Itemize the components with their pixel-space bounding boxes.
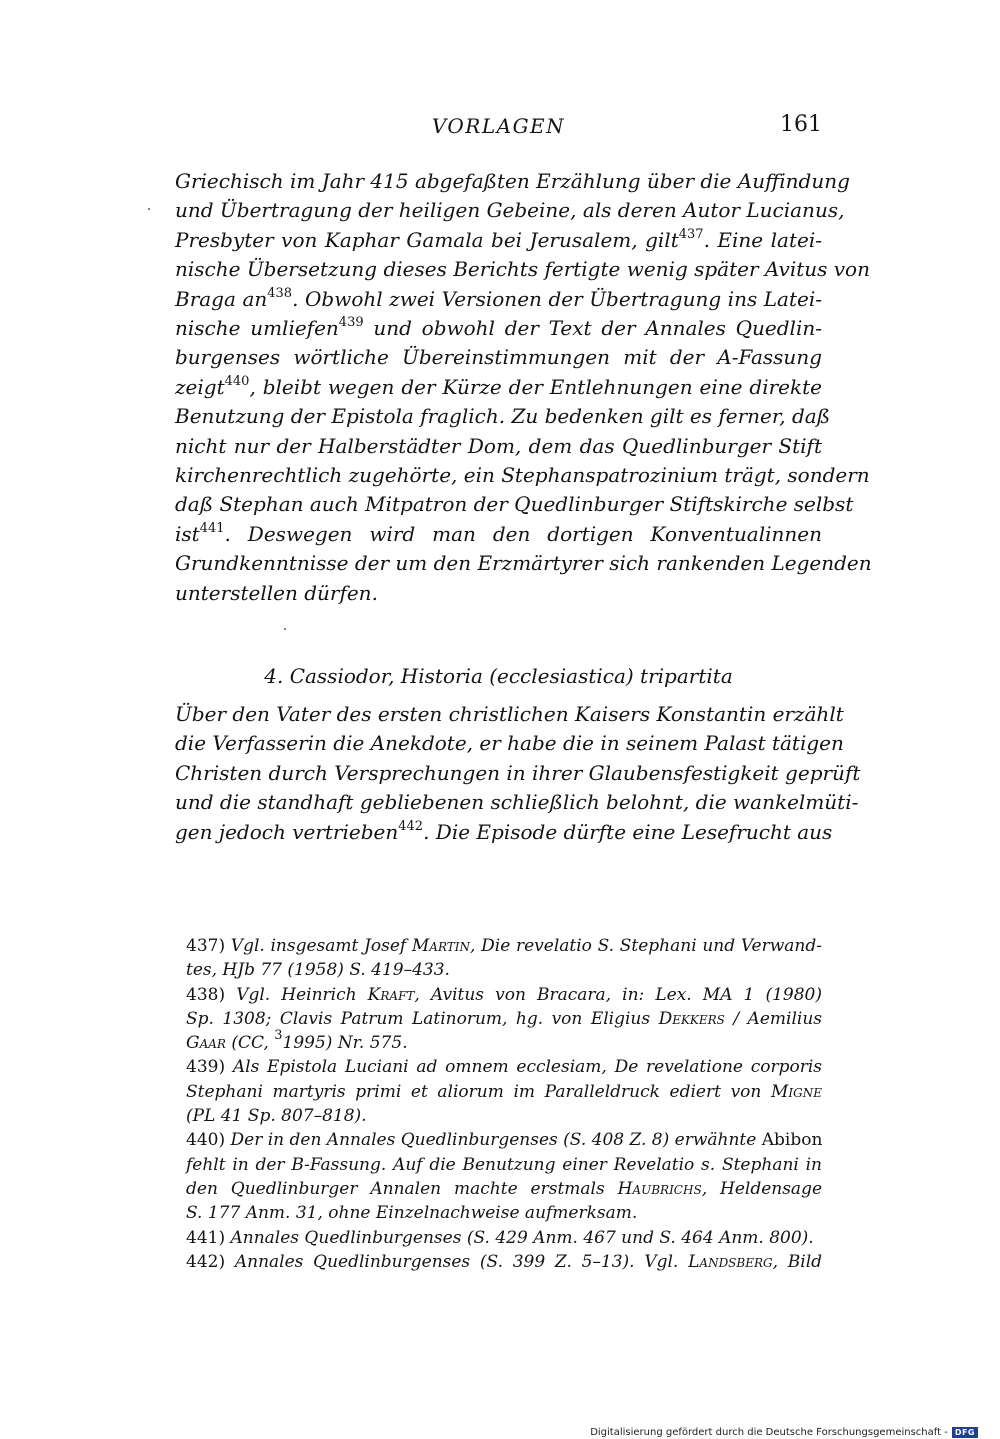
text-line: daß Stephan auch Mitpatron der Quedlinburger Stiftskirche selbst [175, 492, 854, 517]
text-line: Presbyter von Kaphar Gamala bei Jerusalem, gilt$^{437}$. Eine latei- [175, 226, 822, 252]
text-line: und die standhaft gebliebenen schließlich belohnt, die wankelmüti- [175, 790, 859, 815]
text-line: gen jedoch vertrieben$^{442}$. Die Episode dürfte eine Lesefrucht aus [175, 818, 833, 844]
footnote-ref-437: 437 [678, 226, 704, 242]
text-line: ist$^{441}$. Deswegen wird man den dortigen Konventualinnen [175, 520, 822, 546]
digitization-credit [590, 1427, 978, 1438]
text-line: nische Übersetzung dieses Berichts fertigte wenig später Avitus von [175, 257, 870, 282]
footnote-ref-438: 438 [267, 285, 293, 301]
text-line: Christen durch Versprechungen in ihrer Glaubensfestigkeit geprüft [175, 760, 861, 785]
credit-text: Digitalisierung gefördert durch die Deutsche Forschungsgemeinschaft - [590, 1427, 948, 1438]
text-line: nicht nur der Halberstädter Dom, dem das Quedlinburger Stift [175, 433, 822, 458]
text-line: und Übertragung der heiligen Gebeine, als deren Autor Lucianus, [175, 198, 845, 223]
page-number: 161 [780, 112, 822, 137]
footnote-line: tes, HJb 77 (1958) S. 419–433. [186, 960, 450, 981]
footnote-439: 439) Als Epistola Luciani ad omnem ecclesiam, De revelatione corporis [186, 1057, 822, 1078]
scan-speck [148, 208, 150, 210]
footnote-ref-442: 442 [398, 818, 424, 834]
footnote-line: Stephani martyris primi et aliorum im Paralleldruck ediert von Migne [186, 1081, 822, 1102]
text-line: kirchenrechtlich zugehörte, ein Stephanspatrozinium trägt, sondern [175, 463, 870, 488]
footnote-line: den Quedlinburger Annalen machte erstmals Haubrichs, Heldensage [186, 1178, 823, 1199]
footnote-line: S. 177 Anm. 31, ohne Einzelnachweise aufmerksam. [186, 1203, 638, 1224]
running-title: VORLAGEN [431, 114, 566, 138]
footnote-438: 438) Vgl. Heinrich Kraft, Avitus von Bracara, in: Lex. MA 1 (1980) [186, 984, 822, 1005]
text-line: burgenses wörtliche Übereinstimmungen mit der A-Fassung [175, 345, 822, 370]
footnote-ref-440: 440 [224, 373, 250, 389]
body-paragraph-1 [175, 167, 872, 608]
page-header [175, 112, 822, 146]
footnote-440: 440) Der in den Annales Quedlinburgenses (S. 408 Z. 8) erwähnte Abibon [186, 1130, 823, 1151]
text-line: Über den Vater des ersten christlichen Kaisers Konstantin erzählt [175, 702, 844, 726]
text-line: Benutzung der Epistola fraglich. Zu bedenken gilt es ferner, daß [175, 404, 831, 429]
footnotes [186, 934, 822, 1274]
section-heading: 4. Cassiodor, Historia (ecclesiastica) tripartita [264, 664, 733, 688]
footnote-line: Gaar (CC, $^3$1995) Nr. 575. [186, 1028, 408, 1054]
footnote-line: Sp. 1308; Clavis Patrum Latinorum, hg. von Eligius Dekkers / Aemilius [186, 1008, 822, 1029]
text-line: unterstellen dürfen. [175, 580, 378, 605]
text-line: Grundkenntnisse der um den Erzmärtyrer sich rankenden Legenden [175, 551, 872, 576]
scan-speck [284, 628, 286, 630]
dfg-logo: DFG [952, 1427, 978, 1438]
text-line: zeigt$^{440}$, bleibt wegen der Kürze der Entlehnungen eine direkte [175, 373, 822, 399]
footnote-line: (PL 41 Sp. 807–818). [186, 1106, 367, 1127]
footnote-442: 442) Annales Quedlinburgenses (S. 399 Z. 5–13). Vgl. Landsberg, Bild [186, 1251, 823, 1272]
body-paragraph-2 [175, 700, 861, 847]
text-line: die Verfasserin die Anekdote, er habe die in seinem Palast tätigen [175, 731, 844, 756]
footnote-437: 437) Vgl. insgesamt Josef Martin, Die revelatio S. Stephani und Verwand- [186, 936, 822, 956]
text-line: nische umliefen$^{439}$ und obwohl der Text der Annales Quedlin- [175, 315, 822, 341]
footnote-line: fehlt in der B-Fassung. Auf die Benutzung einer Revelatio s. Stephani in [186, 1154, 822, 1175]
footnote-ref-439: 439 [338, 315, 364, 331]
text-line: Braga $an^{438}$. Obwohl zwei Versionen der Übertragung ins Latei- [175, 285, 822, 311]
text-line: Griechisch im Jahr 415 abgefaßten Erzählung über die Auffindung [175, 169, 850, 193]
footnote-ref-441: 441 [199, 520, 225, 536]
footnote-441: 441) Annales Quedlinburgenses (S. 429 Anm. 467 und S. 464 Anm. 800). [186, 1227, 814, 1248]
